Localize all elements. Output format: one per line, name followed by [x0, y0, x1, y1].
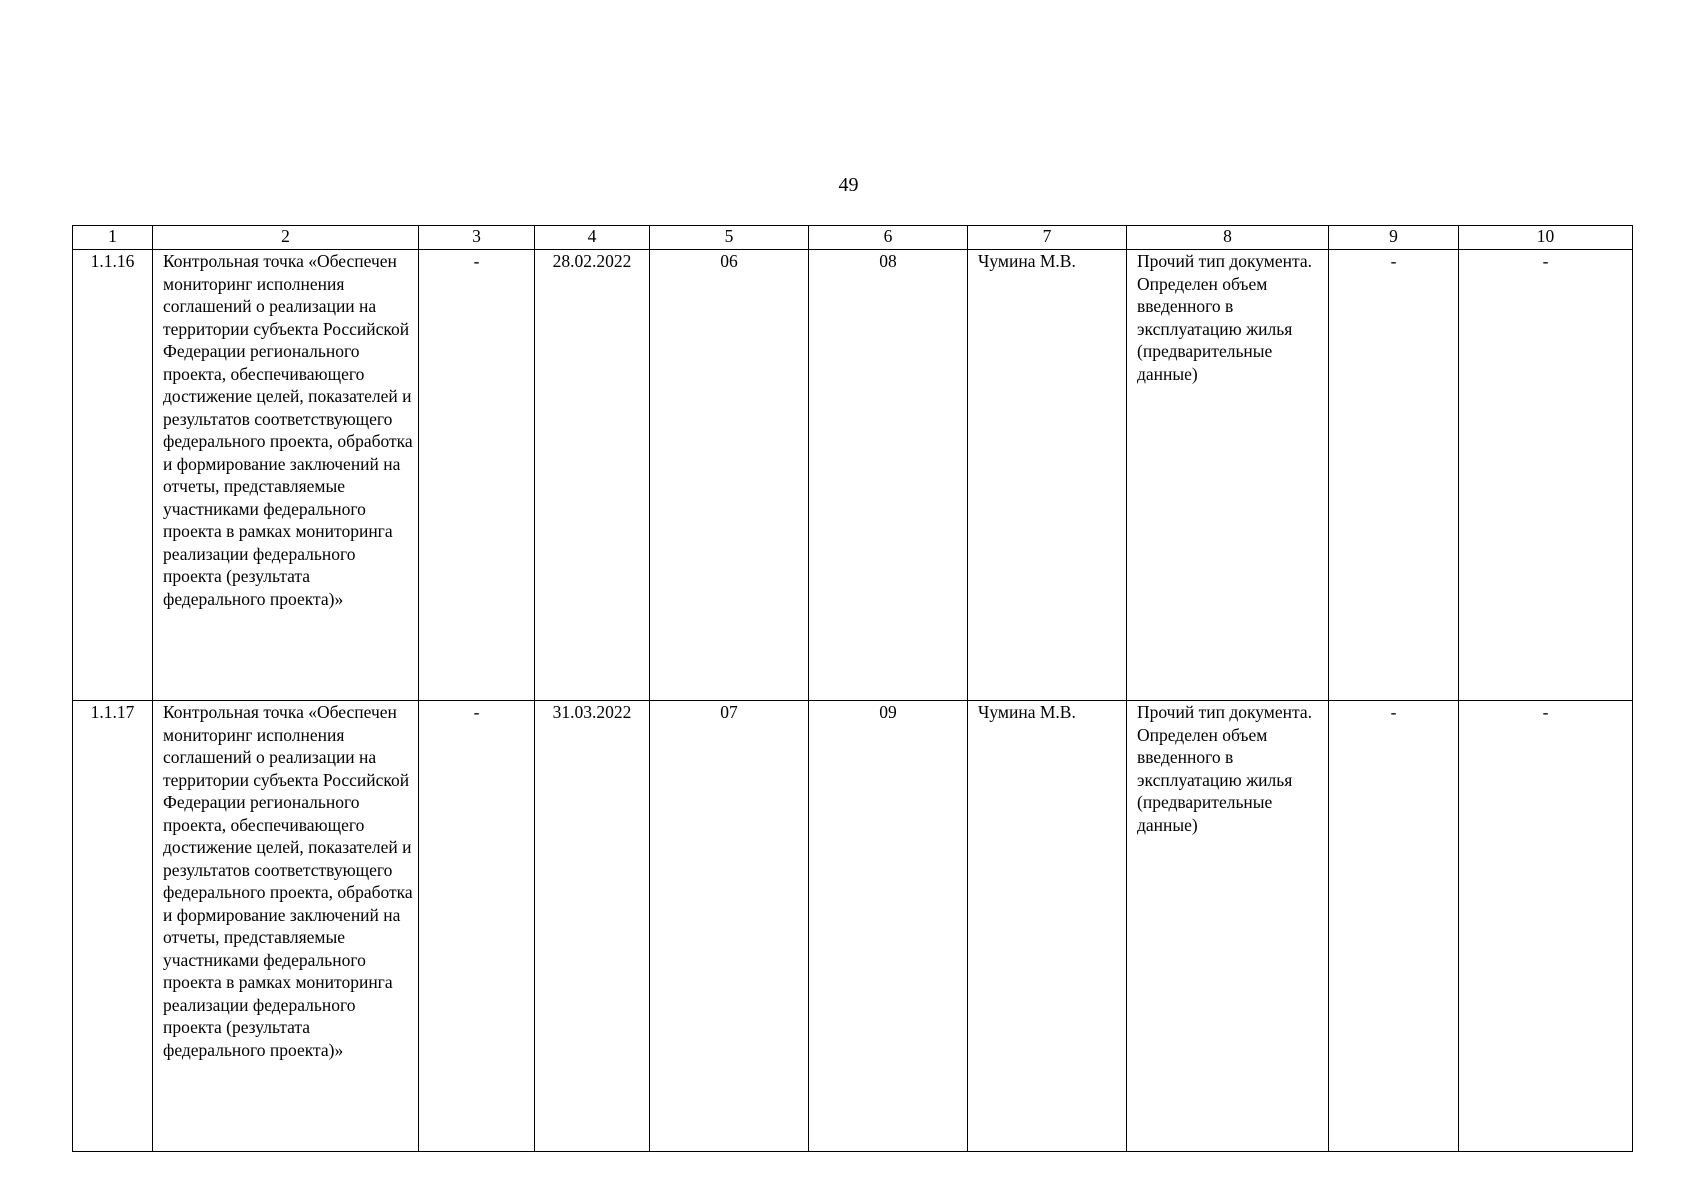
- document-description: Прочий тип документа. Определен объем введенного в эксплуатацию жилья (предварительные данные): [1127, 250, 1329, 701]
- column-header: 9: [1329, 226, 1459, 250]
- column-header: 10: [1459, 226, 1633, 250]
- column-header: 3: [419, 226, 535, 250]
- cell-col9: -: [1329, 701, 1459, 1152]
- control-point-name: Контрольная точка «Обеспечен мониторинг исполнения соглашений о реализации на территории субъекта Российской Федерации регионального проекта, обеспечивающего достижение целей, показателей и результатов соответствующего федерального проекта, обработка и формирование заключений на отчеты, представляемые участниками федерального проекта в рамках мониторинга реализации федерального проекта (результата федерального проекта)»: [153, 250, 419, 701]
- column-header: 7: [968, 226, 1127, 250]
- column-header: 2: [153, 226, 419, 250]
- page-number: 49: [838, 174, 859, 196]
- column-header: 8: [1127, 226, 1329, 250]
- row-number: 1.1.17: [73, 701, 153, 1152]
- cell-col6: 09: [809, 701, 968, 1152]
- table-row: [73, 250, 1633, 701]
- cell-col9: -: [1329, 250, 1459, 701]
- cell-col5: 06: [650, 250, 809, 701]
- cell-col6: 08: [809, 250, 968, 701]
- control-points-table: [72, 225, 1633, 1152]
- cell-col3: -: [419, 250, 535, 701]
- table-header-row: [73, 226, 1633, 250]
- table-row: [73, 701, 1633, 1152]
- control-point-name: Контрольная точка «Обеспечен мониторинг исполнения соглашений о реализации на территории субъекта Российской Федерации регионального проекта, обеспечивающего достижение целей, показателей и результатов соответствующего федерального проекта, обработка и формирование заключений на отчеты, представляемые участниками федерального проекта в рамках мониторинга реализации федерального проекта (результата федерального проекта)»: [153, 701, 419, 1152]
- responsible-person: Чумина М.В.: [968, 250, 1127, 701]
- cell-col5: 07: [650, 701, 809, 1152]
- cell-col10: -: [1459, 250, 1633, 701]
- document-description: Прочий тип документа. Определен объем введенного в эксплуатацию жилья (предварительные данные): [1127, 701, 1329, 1152]
- responsible-person: Чумина М.В.: [968, 701, 1127, 1152]
- column-header: 4: [535, 226, 650, 250]
- due-date: 31.03.2022: [535, 701, 650, 1152]
- cell-col3: -: [419, 701, 535, 1152]
- due-date: 28.02.2022: [535, 250, 650, 701]
- column-header: 6: [809, 226, 968, 250]
- column-header: 5: [650, 226, 809, 250]
- cell-col10: -: [1459, 701, 1633, 1152]
- column-header: 1: [73, 226, 153, 250]
- row-number: 1.1.16: [73, 250, 153, 701]
